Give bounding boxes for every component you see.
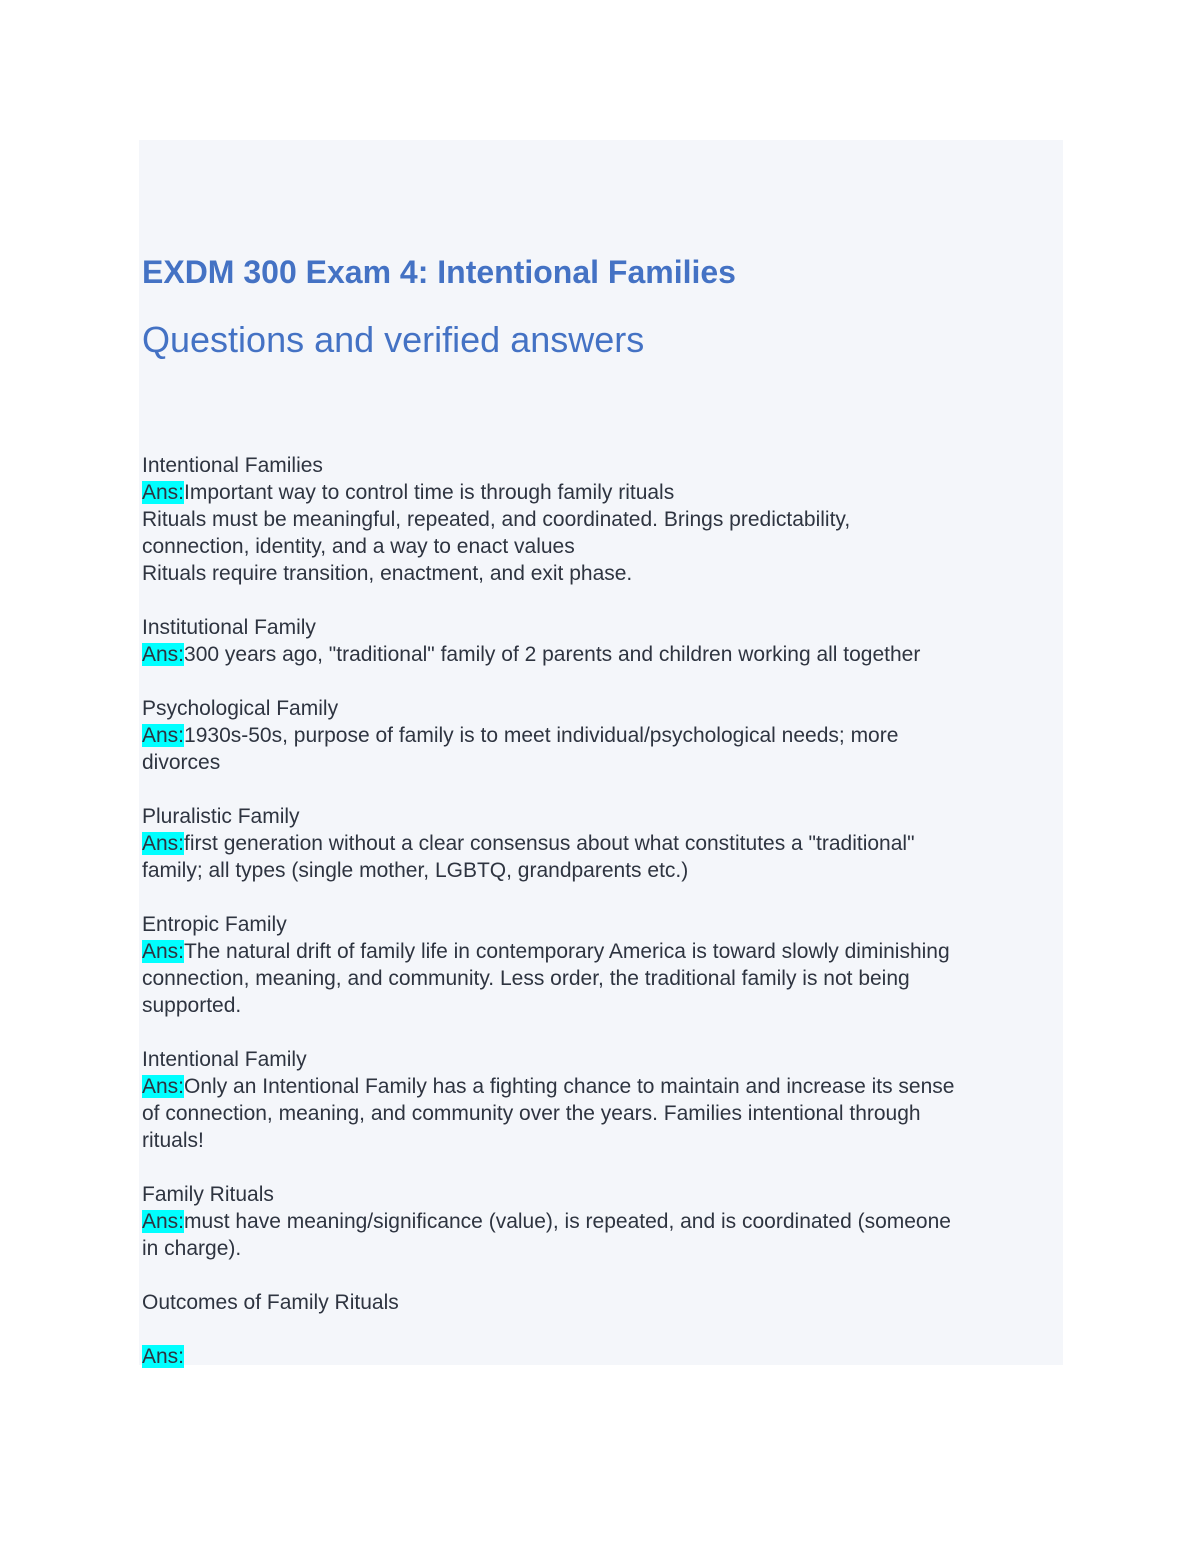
ans-label: Ans: [142,643,185,666]
answer-text: Important way to control time is through family rituals [184,481,675,504]
answer-block [142,938,1062,1019]
answer-block [142,479,1062,587]
question-term: Institutional Family [142,616,316,639]
answer-line [142,857,1062,884]
answer-text: connection, meaning, and community. Less order, the traditional family is not being [142,967,910,990]
document-subtitle: Questions and verified answers [142,319,645,360]
document-content [142,250,1062,1397]
ans-label: Ans: [142,481,185,504]
answer-block [142,1073,1062,1154]
question-term: Psychological Family [142,697,339,720]
answer-text: Rituals require transition, enactment, and exit phase. [142,562,633,585]
question-term: Intentional Families [142,454,323,477]
answer-block [142,830,1062,884]
answer-line [142,722,1062,749]
answer-line [142,641,1062,668]
answer-line [142,938,1062,965]
answer-text: first generation without a clear consensus about what constitutes a "traditional" [184,832,915,855]
ans-label: Ans: [142,832,185,855]
question-term: Pluralistic Family [142,805,300,828]
ans-label: Ans: [142,1345,185,1368]
answer-text: divorces [142,751,221,774]
qa-item [142,452,1062,587]
question-term: Family Rituals [142,1183,274,1206]
answer-text: supported. [142,994,242,1017]
answer-text: must have meaning/significance (value), is repeated, and is coordinated (someone [184,1210,951,1233]
answer-line [142,830,1062,857]
answer-line [142,965,1062,992]
qa-item [142,1046,1062,1154]
answer-text: 1930s-50s, purpose of family is to meet individual/psychological needs; more [184,724,899,747]
answer-line [142,992,1062,1019]
qa-item [142,695,1062,776]
answer-block [142,641,1062,668]
answer-line [142,1127,1062,1154]
answer-block [142,722,1062,776]
qa-item [142,1181,1062,1262]
answer-text: The natural drift of family life in contemporary America is toward slowly diminishing [184,940,950,963]
answer-line [142,506,1062,533]
answer-line [142,479,1062,506]
answer-text: 300 years ago, "traditional" family of 2 parents and children working all together [184,643,921,666]
qa-item [142,803,1062,884]
question-term: Outcomes of Family Rituals [142,1291,399,1314]
answer-line [142,1208,1062,1235]
question-term: Entropic Family [142,913,287,936]
ans-label: Ans: [142,1210,185,1233]
answer-line [142,1100,1062,1127]
answer-text: connection, identity, and a way to enact values [142,535,575,558]
answer-block [142,1208,1062,1262]
answer-line [142,1235,1062,1262]
qa-item [142,911,1062,1019]
qa-item [142,1289,1062,1370]
answer-text: Rituals must be meaningful, repeated, and coordinated. Brings predictability, [142,508,851,531]
answer-line [142,1343,1062,1370]
qa-list [142,452,1062,1370]
answer-text: rituals! [142,1129,204,1152]
answer-text: in charge). [142,1237,242,1260]
answer-text: family; all types (single mother, LGBTQ, grandparents etc.) [142,859,689,882]
answer-line [142,533,1062,560]
question-term: Intentional Family [142,1048,307,1071]
ans-label: Ans: [142,724,185,747]
ans-label: Ans: [142,940,185,963]
document-title: EXDM 300 Exam 4: Intentional Families [142,254,736,290]
ans-label: Ans: [142,1075,185,1098]
answer-line [142,560,1062,587]
qa-item [142,614,1062,668]
answer-line [142,749,1062,776]
answer-text: Only an Intentional Family has a fighting chance to maintain and increase its sense [184,1075,955,1098]
answer-text: of connection, meaning, and community over the years. Families intentional through [142,1102,921,1125]
answer-line [142,1073,1062,1100]
answer-block [142,1343,1062,1370]
